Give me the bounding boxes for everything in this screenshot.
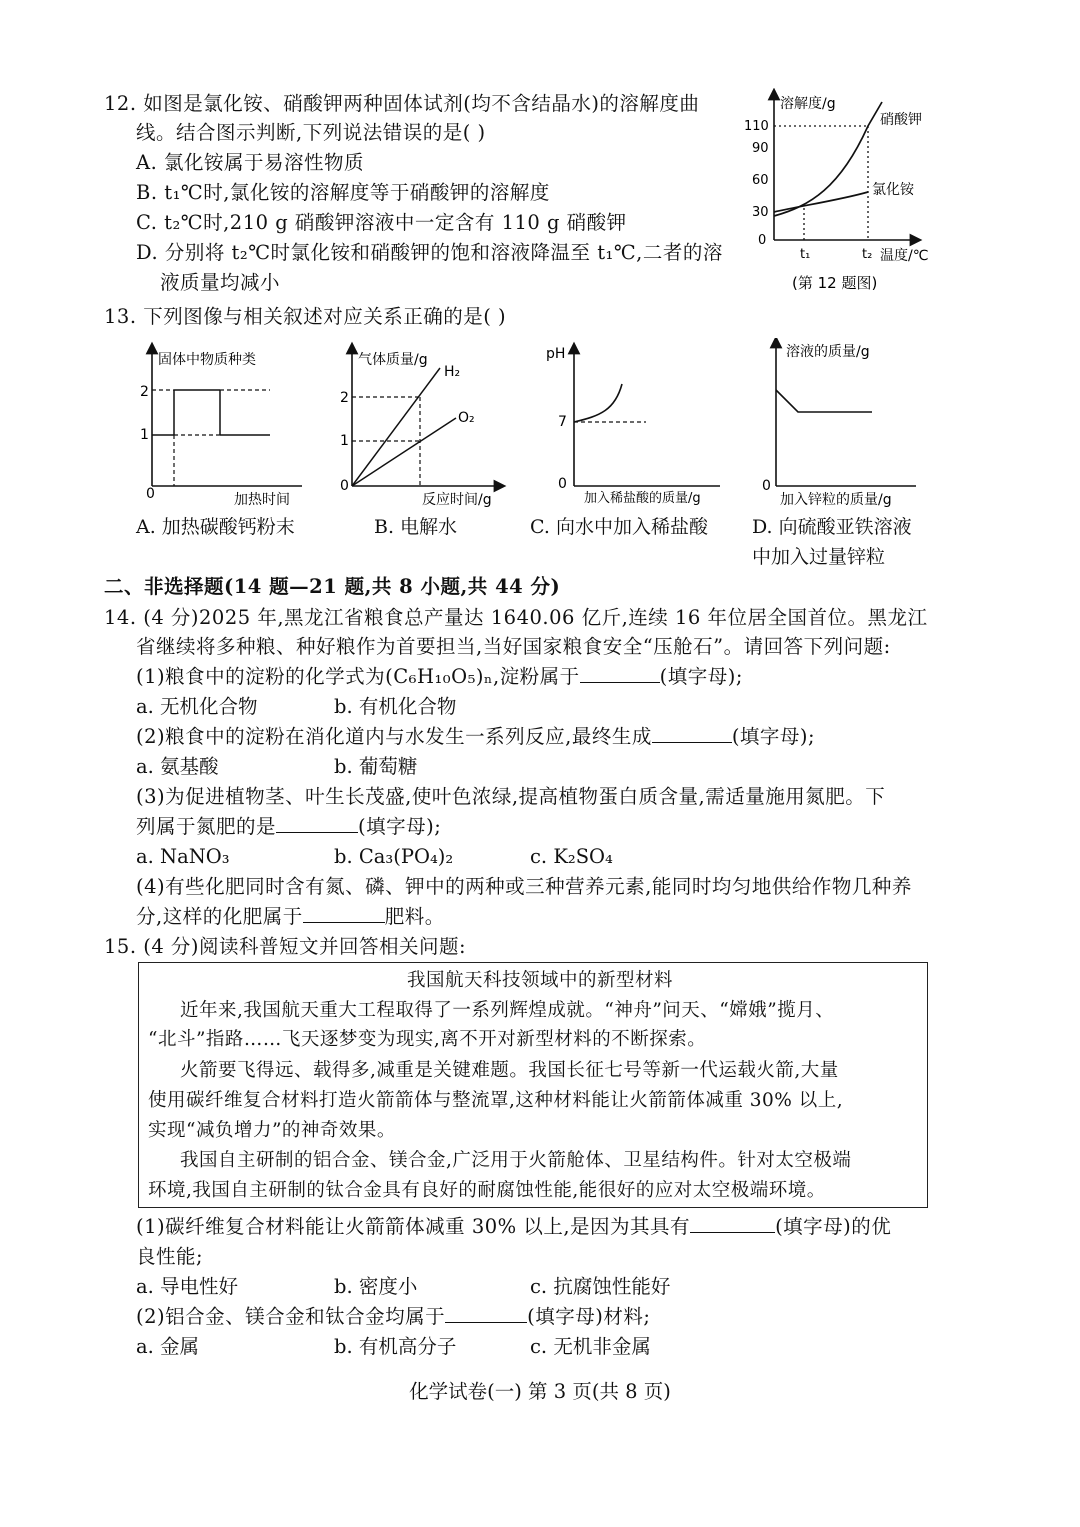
h2-label: H₂ [444,364,461,380]
q12-stem-line1: 12. 如图是氯化铵、硝酸钾两种固体试剂(均不含结晶水)的溶解度曲 [104,92,700,115]
x-axis-label: 温度/℃ [880,248,929,264]
q15-part2-blank[interactable] [445,1304,527,1323]
q14-p3-option-a: a. NaNO₃ [136,845,230,868]
q14-part3-suffix: (填字母); [358,815,442,838]
graph-a-origin: 0 [146,486,155,502]
q14-p2-option-b: b. 葡萄糖 [334,755,418,778]
mass-curve [776,390,872,412]
graph-d-caption-line2: 中加入过量锌粒 [752,546,886,568]
nh4cl-label: 氯化铵 [872,182,914,198]
passage-title: 我国航天科技领域中的新型材料 [406,970,673,991]
q15-part1-cont: 良性能; [136,1245,204,1268]
q14-part4-line1: (4)有些化肥同时含有氮、磷、钾中的两种或三种营养元素,能同时均匀地供给作物几种养 [136,875,912,898]
y-tick-60: 60 [752,173,769,188]
graph-b-y2: 2 [340,390,349,406]
q14-p3-option-b: b. Ca₃(PO₄)₂ [334,845,454,868]
passage-line5: 实现“减负增力”的神奇效果。 [148,1120,396,1141]
q14-part3-blank[interactable] [276,814,358,833]
q12-option-a: A. 氯化铵属于易溶性物质 [136,151,364,174]
graph-c-caption: C. 向水中加入稀盐酸 [530,516,708,538]
q15-p1-option-c: c. 抗腐蚀性能好 [530,1275,671,1298]
q15-part2-text: (2)铝合金、镁合金和钛合金均属于 [136,1305,446,1328]
graph-a-y2: 2 [140,384,149,400]
q15-p1-option-b: b. 密度小 [334,1275,418,1298]
q12-option-c: C. t₂℃时,210 g 硝酸钾溶液中一定含有 110 g 硝酸钾 [136,211,627,234]
solubility-chart [740,88,940,308]
q14-p3-option-c: c. K₂SO₄ [530,845,613,868]
graph-b-ylabel: 气体质量/g [358,352,428,368]
graph-b-caption: B. 电解水 [374,516,458,538]
graph-b-y1: 1 [340,433,349,449]
q15-p2-option-a: a. 金属 [136,1335,200,1358]
q15-p2-option-c: c. 无机非金属 [530,1335,651,1358]
q14-part3-text: 列属于氮肥的是 [136,815,277,838]
graph-a-xlabel: 加热时间 [234,492,290,508]
graph-a-caption: A. 加热碳酸钙粉末 [136,516,295,538]
q14-p2-option-a: a. 氨基酸 [136,755,219,778]
y-tick-30: 30 [752,205,769,220]
q14-part1-text: (1)粮食中的淀粉的化学式为(C₆H₁₀O₅)ₙ,淀粉属于 [136,665,580,688]
q12-option-d-line1: D. 分别将 t₂℃时氯化铵和硝酸钾的饱和溶液降温至 t₁℃,二者的溶 [136,241,723,264]
q14-part2-suffix: (填字母); [731,725,816,748]
q15-part2-suffix: (填字母)材料; [527,1305,651,1328]
q12-option-b: B. t₁℃时,氯化铵的溶解度等于硝酸钾的溶解度 [136,181,550,204]
h2-line [352,368,440,486]
q15-part1-blank[interactable] [690,1214,775,1233]
q14-part1 [136,664,743,690]
passage-line6: 我国自主研制的铝合金、镁合金,广泛用于火箭舱体、卫星结构件。针对太空极端 [180,1150,852,1171]
passage-line2: “北斗”指路……飞天逐梦变为现实,离不开对新型材料的不断探索。 [148,1029,707,1050]
q14-part3-line2 [136,814,441,840]
q15-stem: 15. (4 分)阅读科普短文并回答相关问题: [104,935,467,958]
graph-d-ylabel: 溶液的质量/g [786,344,870,360]
q14-part2 [136,724,815,750]
o2-label: O₂ [458,410,475,426]
graph-b-origin: 0 [340,478,349,494]
passage-line4: 使用碳纤维复合材料打造火箭箭体与整流罩,这种材料能让火箭箭体减重 30% 以上, [148,1090,844,1111]
y-tick-0: 0 [758,233,767,248]
q14-part4-text: 分,这样的化肥属于 [136,905,303,928]
q14-part1-suffix: (填字母); [659,665,743,688]
passage-line7: 环境,我国自主研制的钛合金具有良好的耐腐蚀性能,能很好的应对太空极端环境。 [148,1180,826,1201]
graph-c-origin: 0 [558,476,567,492]
q13-stem: 13. 下列图像与相关叙述对应关系正确的是( ) [104,305,507,328]
q14-part1-blank[interactable] [580,664,660,683]
q14-part2-text: (2)粮食中的淀粉在消化道内与水发生一系列反应,最终生成 [136,725,652,748]
graph-c-xlabel: 加入稀盐酸的质量/g [584,491,701,506]
q14-part4-blank[interactable] [303,904,385,923]
q14-part2-blank[interactable] [652,724,732,743]
q15-part1-suffix: (填字母)的优 [775,1215,892,1238]
graph-d [756,338,936,510]
ph-curve [574,384,622,422]
graph-d-xlabel: 加入锌粒的质量/g [780,492,892,508]
q14-part4-suffix: 肥料。 [384,905,445,928]
q12-stem-line2: 线。结合图示判断,下列说法错误的是( ) [136,121,486,144]
q15-p1-option-a: a. 导电性好 [136,1275,239,1298]
graph-b [330,338,510,510]
q15-part2 [136,1304,650,1330]
q12-option-d-line2: 液质量均减小 [160,271,281,294]
chart-caption: (第 12 题图) [792,274,878,292]
y-axis-label: 溶解度/g [780,96,836,112]
y-tick-90: 90 [752,141,769,156]
q14-stem-line2: 省继续将多种粮、种好粮作为首要担当,当好国家粮食安全“压舱石”。请回答下列问题: [136,635,891,658]
page-footer: 化学试卷(一) 第 3 页(共 8 页) [409,1380,671,1403]
y-tick-110: 110 [744,119,769,134]
section-2-heading: 二、非选择题(14 题—21 题,共 8 小题,共 44 分) [104,575,561,598]
graph-b-xlabel: 反应时间/g [422,492,492,508]
q14-p1-option-b: b. 有机化合物 [334,695,457,718]
q14-p1-option-a: a. 无机化合物 [136,695,258,718]
q14-part4-line2 [136,904,445,930]
passage-line3: 火箭要飞得远、载得多,减重是关键难题。我国长征七号等新一代运载火箭,大量 [180,1060,839,1081]
graph-a-y1: 1 [140,427,149,443]
o2-line [352,418,456,486]
graph-c-y7: 7 [558,414,567,430]
graph-a-ylabel: 固体中物质种类 [158,352,256,368]
graph-c-ylabel: pH [546,346,566,362]
q14-stem-line1: 14. (4 分)2025 年,黑龙江省粮食总产量达 1640.06 亿斤,连续 16 年位居全国首位。黑龙江 [104,606,928,629]
graph-d-origin: 0 [762,478,771,494]
q15-part1-text: (1)碳纤维复合材料能让火箭箭体减重 30% 以上,是因为其具有 [136,1215,691,1238]
graph-a [130,338,310,510]
x-tick-t2: t₂ [862,247,873,262]
nh4cl-curve [774,192,868,212]
graph-c [540,338,730,510]
q15-p2-option-b: b. 有机高分子 [334,1335,457,1358]
q14-part3-line1: (3)为促进植物茎、叶生长茂盛,使叶色浓绿,提高植物蛋白质含量,需适量施用氮肥。下 [136,785,886,808]
kno3-curve [774,102,882,216]
kno3-label: 硝酸钾 [880,112,922,128]
x-tick-t1: t₁ [800,247,811,262]
graph-d-caption-line1: D. 向硫酸亚铁溶液 [752,516,912,538]
q15-part1 [136,1214,891,1240]
passage-line1: 近年来,我国航天重大工程取得了一系列辉煌成就。“神舟”问天、“嫦娥”揽月、 [180,1000,835,1021]
